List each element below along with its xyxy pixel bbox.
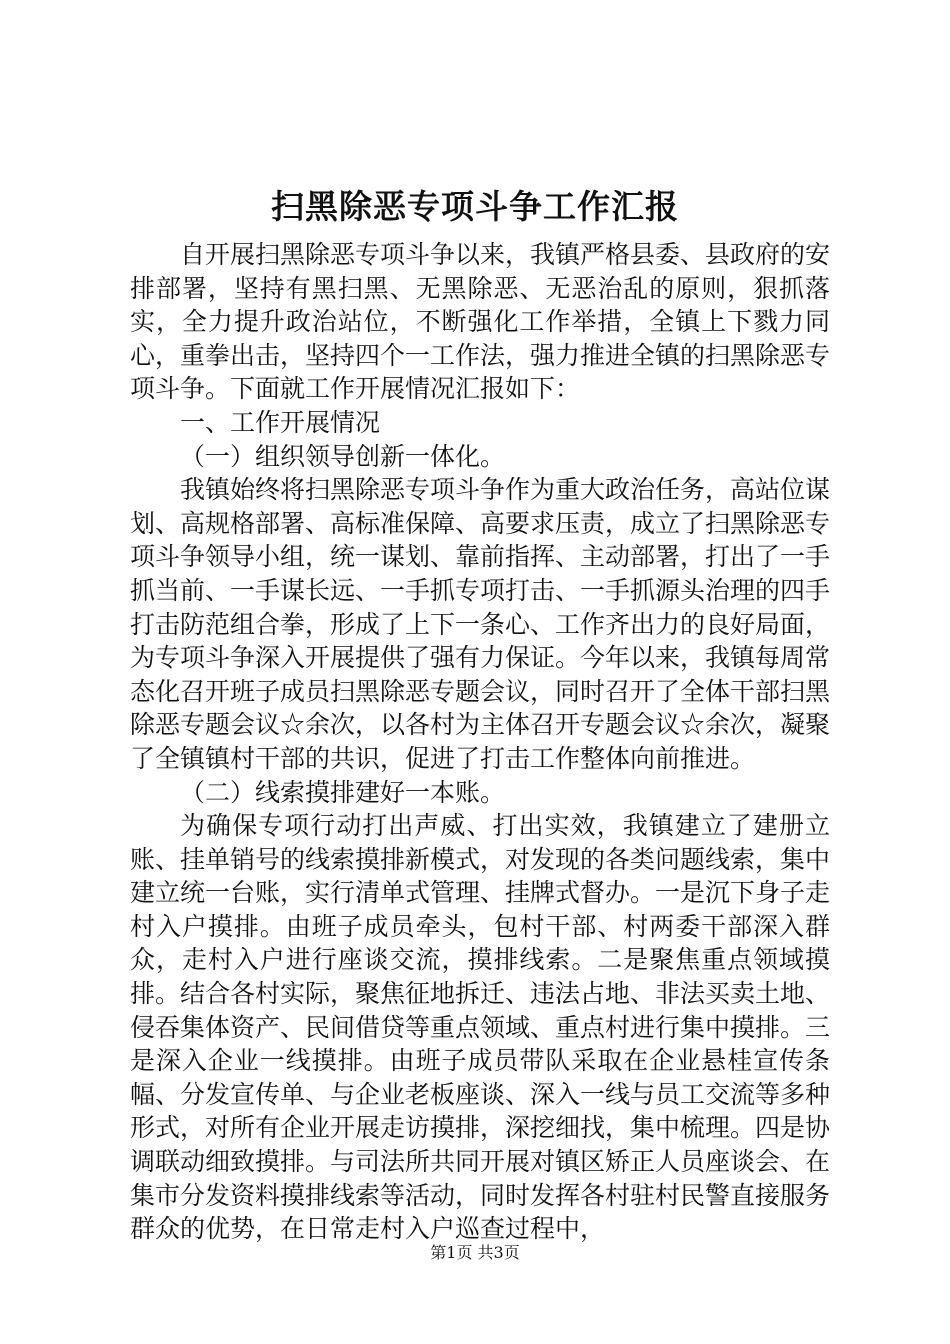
body-paragraph-2: 为确保专项行动打出声威、打出实效，我镇建立了建册立账、挂单销号的线索摸排新模式，对发现的各类问题线索，集中建立统一台账，实行清单式管理、挂牌式督办。一是沉下身子走村入户摸排。由班子成员牵头，包村干部、村两委干部深入群众，走村入户进行座谈交流，摸排线索。二是聚焦重点领域摸排。结合各村实际，聚焦征地拆迁、违法占地、非法买卖土地、侵吞集体资产、民间借贷等重点领域、重点村进行集中摸排。三是深入企业一线摸排。由班子成员带队采取在企业悬桂宣传条幅、分发宣传单、与企业老板座谈、深入一线与员工交流等多种形式，对所有企业开展走访摸排，深挖细找，集中梳理。四是协调联动细致摸排。与司法所共同开展对镇区矫正人员座谈会、在集市分发资料摸排线索等活动，同时发挥各村驻村民警直接服务群众的优势，在日常走村入户巡查过程中，: [130, 811, 831, 1244]
document-body: [130, 238, 830, 1246]
intro-paragraph: 自开展扫黑除恶专项斗争以来，我镇严格县委、县政府的安排部署，坚持有黑扫黑、无黑除恶、无恶治乱的原则，狠抓落实，全力提升政治站位，不断强化工作举措，全镇上下戮力同心，重拳出击，坚持四个一工作法，强力推进全镇的扫黑除恶专项斗争。下面就工作开展情况汇报如下：: [130, 240, 831, 404]
subsection-heading-1: （一）组织领导创新一体化。: [180, 441, 506, 471]
section-heading: 一、工作开展情况: [180, 407, 381, 437]
document-title: 扫黑除恶专项斗争工作汇报: [271, 187, 679, 226]
subsection-heading-2: （二）线索摸排建好一本账。: [180, 777, 506, 807]
body-paragraph-1: 我镇始终将扫黑除恶专项斗争作为重大政治任务，高站位谋划、高规格部署、高标准保障、高要求压责，成立了扫黑除恶专项斗争领导小组，统一谋划、靠前指挥、主动部署，打出了一手抓当前、一手谋长远、一手抓专项打击、一手抓源头治理的四手打击防范组合拳，形成了上下一条心、工作齐出力的良好局面，为专项斗争深入开展提供了强有力保证。今年以来，我镇每周常态化召开班子成员扫黑除恶专题会议，同时召开了全体干部扫黑除恶专题会议☆余次，以各村为主体召开专题会议☆余次，凝聚了全镇镇村干部的共识，促进了打击工作整体向前推进。: [130, 475, 831, 773]
page-footer: 第1页 共3页: [430, 1243, 520, 1262]
